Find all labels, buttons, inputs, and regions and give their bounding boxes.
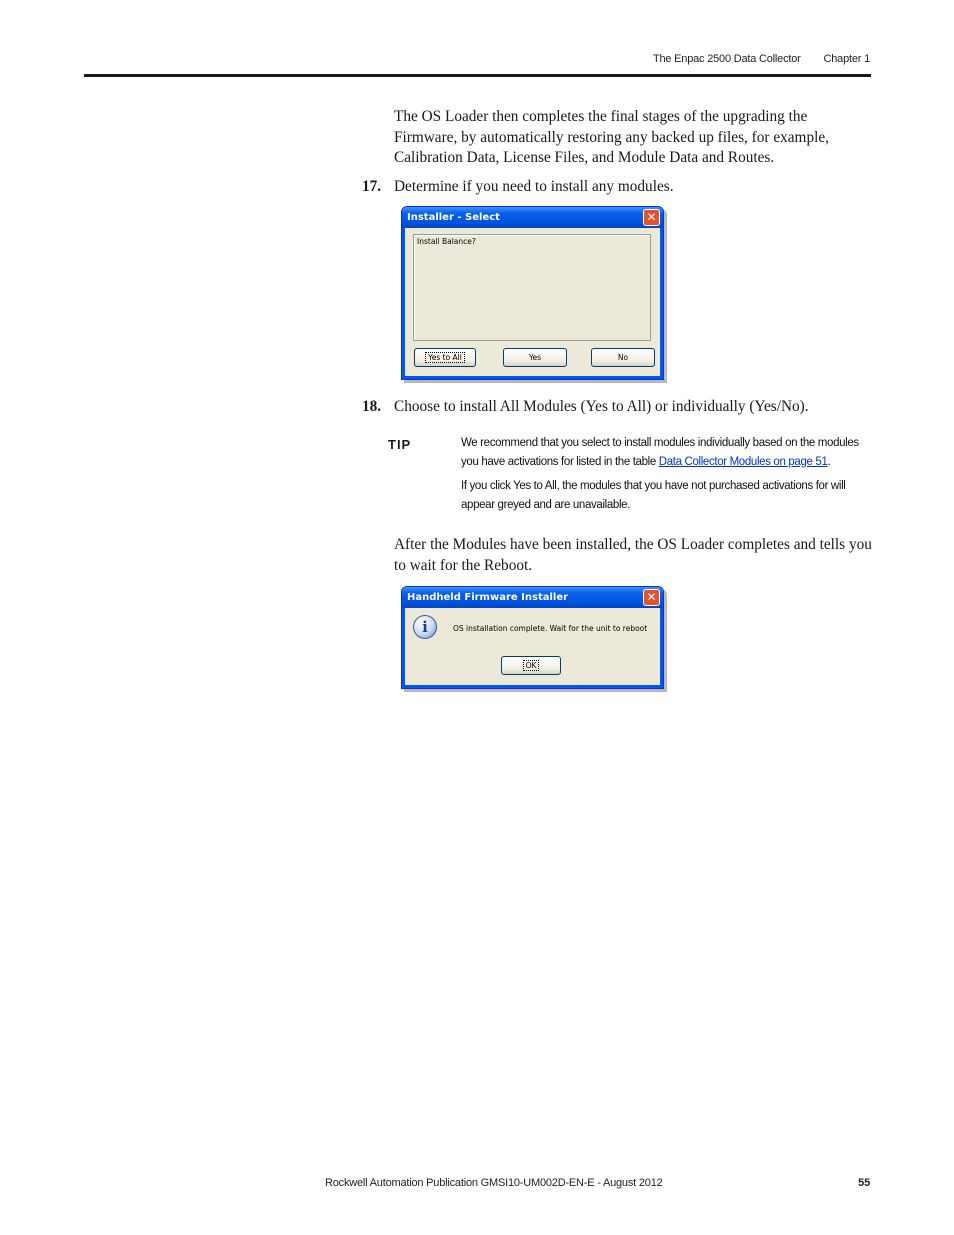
step-18-number: 18. (362, 398, 382, 415)
dialog-title: Installer - Select (407, 212, 500, 223)
info-icon: i (413, 615, 437, 639)
after-paragraph: After the Modules have been installed, the OS Loader completes and tells you to wait for the Reboot. (394, 536, 872, 574)
completion-message: OS installation complete. Wait for the unit to reboot (453, 624, 648, 633)
dialog-title-bar (402, 587, 663, 608)
page-number: 55 (858, 1177, 870, 1189)
header-doc-title: The Enpac 2500 Data Collector (652, 53, 801, 65)
intro-paragraph: The OS Loader then completes the final stages of the upgrading the Firmware, by automatically restoring any backed up files, for example, Calibration Data, License Files, and Module Data and Routes. (394, 108, 829, 167)
header-chapter: Chapter 1 (823, 53, 870, 65)
dialog-title-bar (402, 207, 663, 228)
close-icon[interactable]: ✕ (643, 589, 660, 606)
prompt-box (413, 234, 651, 341)
no-label: No (617, 353, 629, 362)
yes-button[interactable] (503, 348, 567, 367)
data-collector-modules-link[interactable]: Data Collector Modules on page 51 (658, 455, 828, 468)
step-18-text: Choose to install All Modules (Yes to All) or individually (Yes/No). (394, 398, 809, 415)
close-icon[interactable]: ✕ (643, 209, 660, 226)
publication-id: Rockwell Automation Publication GMSI10-UM002D-EN-E - August 2012 (325, 1177, 663, 1189)
tip-label: TIP (388, 437, 412, 452)
header-rule (84, 74, 871, 77)
step-17-number: 17. (362, 178, 382, 195)
step-18 (362, 397, 809, 418)
no-button[interactable] (591, 348, 655, 367)
installer-select-dialog (401, 206, 664, 380)
yes-to-all-button[interactable] (414, 348, 476, 367)
dialog-body (402, 228, 663, 379)
firmware-installer-dialog (401, 586, 664, 689)
ok-label: OK (525, 661, 537, 670)
yes-to-all-label: Yes to All (428, 353, 462, 362)
ok-button[interactable] (501, 656, 561, 675)
dialog-body (402, 608, 663, 688)
tip-text-1-end: . (827, 455, 831, 468)
dialog-title: Handheld Firmware Installer (407, 592, 569, 603)
tip-paragraph-2: If you click Yes to All, the modules that you have not purchased activations for will appear greyed and are unavailable. (461, 480, 846, 511)
tip-paragraph-1 (461, 434, 871, 471)
prompt-text: Install Balance? (417, 237, 476, 246)
tip-text-1: We recommend that you select to install modules individually based on the modules you have activations for listed in the table (461, 437, 859, 468)
yes-label: Yes (528, 353, 542, 362)
step-17 (362, 177, 674, 198)
step-17-text: Determine if you need to install any modules. (394, 178, 674, 195)
running-header (653, 53, 870, 65)
